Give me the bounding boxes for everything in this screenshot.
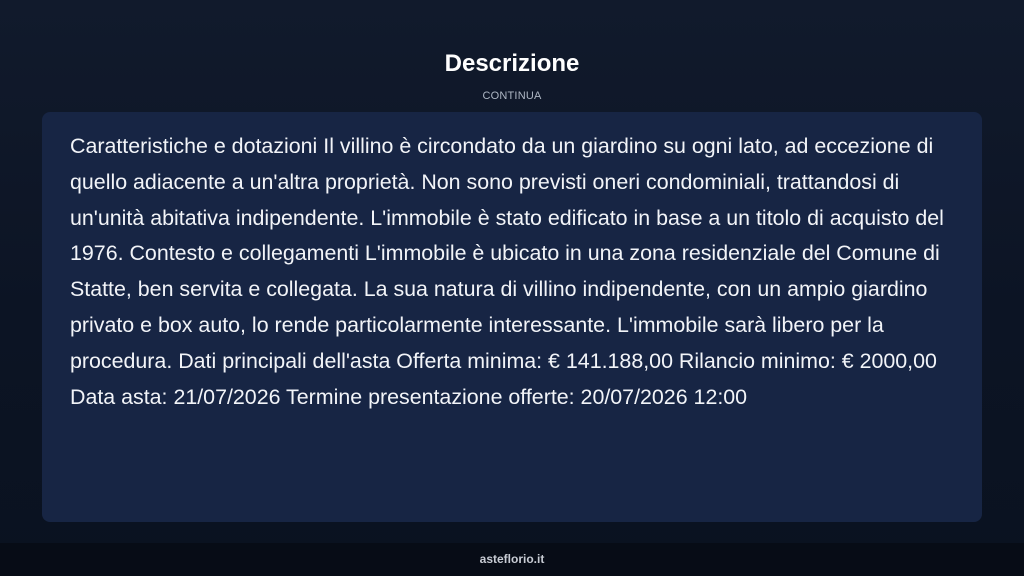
footer-bar [0,543,1024,576]
site-name: asteflorio.it [479,552,545,566]
continue-label: CONTINUA [482,90,542,102]
description-card [42,112,982,522]
page-title: Descrizione [444,50,580,77]
description-text: Caratteristiche e dotazioni Il villino è circondato da un giardino su ogni lato, ad eccezione di quello adiacente a un'altra proprietà. Non sono previsti oneri condominiali, trattandosi di un'unità abitativa indipendente. L'immobile è stato edificato in base a un titolo di acquisto del 1976. Contesto e collegamenti L'immobile è ubicato in una zona residenziale del Comune di Statte, ben servita e collegata. La sua natura di villino indipendente, con un ampio giardino privato e box auto, lo rende particolarmente interessante. L'immobile sarà libero per la procedura. Dati principali dell'asta Offerta minima: € 141.188,00 Rilancio minimo: € 2000,00 Data asta: 21/07/2026 Termine presentazione offerte: 20/07/2026 12:00 [70,134,944,409]
